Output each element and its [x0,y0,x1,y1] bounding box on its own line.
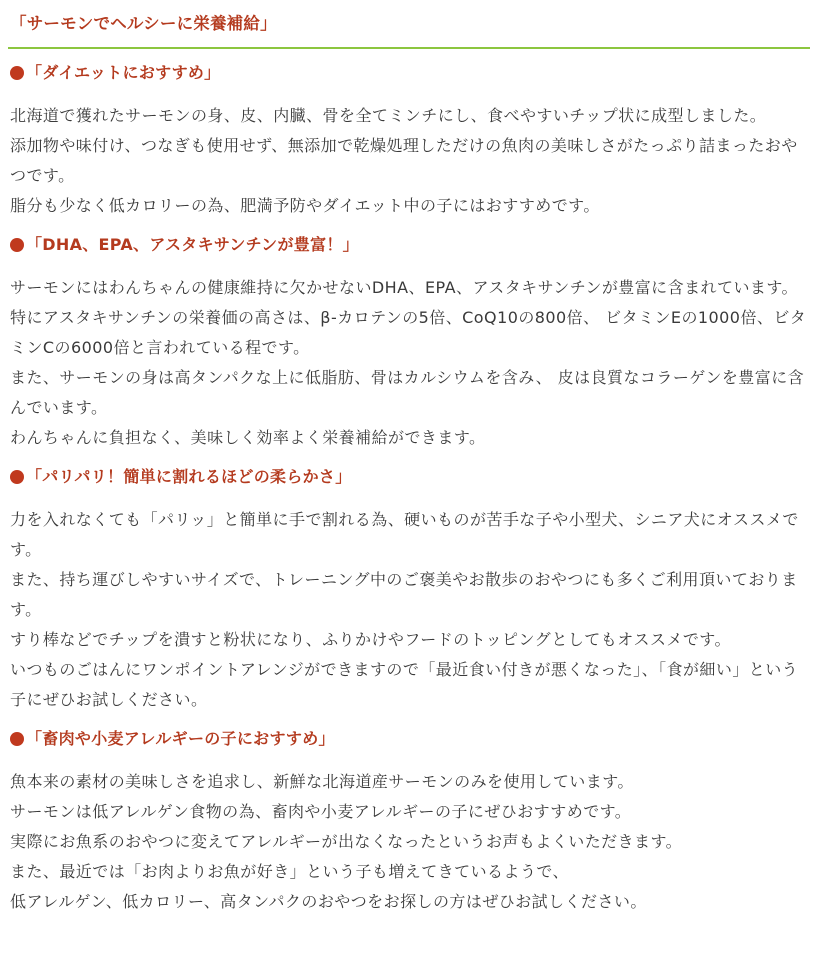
section-texture [10,463,810,715]
section-body [10,505,810,715]
paragraph: また、最近では「お肉よりお魚が好き」という子も増えてきているようで、 [10,862,569,881]
paragraph: 特にアスタキサンチンの栄養価の高さは、β-カロテンの5倍、CoQ10の800倍、 ビタミンEの1000倍、ビタミンCの6000倍と言われている程です。 [10,308,807,357]
section-heading-text: 「DHA、EPA、アスタキサンチンが豊富！」 [26,235,359,254]
section-heading [10,725,810,753]
section-heading [10,59,810,87]
paragraph: いつものごはんにワンポイントアレンジができますので「最近食い付きが悪くなった」、「食が細い」という子にぜひお試しください。 [10,660,799,709]
section-heading [10,231,810,259]
section-heading-text: 「パリパリ！簡単に割れるほどの柔らかさ」 [26,467,352,486]
bullet-icon [10,238,24,252]
paragraph: わんちゃんに負担なく、美味しく効率よく栄養補給ができます。 [10,428,486,447]
paragraph: すり棒などでチップを潰すと粉状になり、ふりかけやフードのトッピングとしてもオススメです。 [10,630,731,649]
section-heading-text: 「畜肉や小麦アレルギーの子におすすめ」 [26,729,335,748]
page-title: 「サーモンでヘルシーに栄養補給」 [10,14,277,33]
section-allergy [10,725,810,917]
paragraph: 力を入れなくても「パリッ」と簡単に手で割れる為、硬いものが苦手な子や小型犬、シニア犬にオススメです。 [10,510,799,559]
bullet-icon [10,470,24,484]
paragraph: 脂分も少なく低カロリーの為、肥満予防やダイエット中の子にはおすすめです。 [10,196,600,215]
section-body [10,273,810,453]
paragraph: 北海道で獲れたサーモンの身、皮、内臓、骨を全てミンチにし、食べやすいチップ状に成型しました。 [10,106,767,125]
paragraph: 実際にお魚系のおやつに変えてアレルギーが出なくなったというお声もよくいただきます。 [10,832,683,851]
paragraph: 魚本来の素材の美味しさを追求し、新鮮な北海道産サーモンのみを使用しています。 [10,772,634,791]
section-diet [10,49,810,221]
bullet-icon [10,732,24,746]
paragraph: 低アレルゲン、低カロリー、高タンパクのおやつをお探しの方はぜひお試しください。 [10,892,647,911]
section-nutrients [10,231,810,453]
bullet-icon [10,66,24,80]
section-heading-text: 「ダイエットにおすすめ」 [26,63,221,82]
paragraph: また、持ち運びしやすいサイズで、トレーニング中のご褒美やお散歩のおやつにも多くご利用頂いております。 [10,570,798,619]
section-body [10,767,810,917]
paragraph: 添加物や味付け、つなぎも使用せず、無添加で乾燥処理しただけの魚肉の美味しさがたっぷり詰まったおやつです。 [10,136,798,185]
paragraph: また、サーモンの身は高タンパクな上に低脂肪、骨はカルシウムを含み、 皮は良質なコラーゲンを豊富に含んでいます。 [10,368,805,417]
section-body [10,101,810,221]
paragraph: サーモンにはわんちゃんの健康維持に欠かせないDHA、EPA、アスタキサンチンが豊富に含まれています。 [10,278,798,297]
paragraph: サーモンは低アレルゲン食物の為、畜肉や小麦アレルギーの子にぜひおすすめです。 [10,802,632,821]
section-heading [10,463,810,491]
